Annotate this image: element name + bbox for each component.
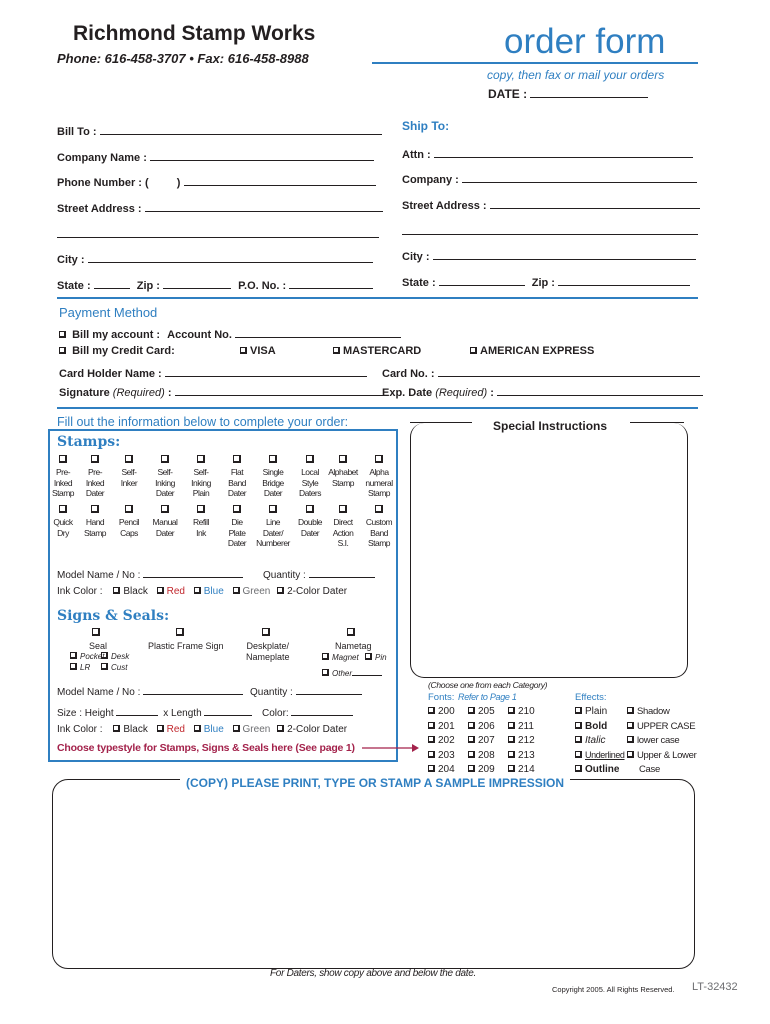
nametag-other-option[interactable] <box>322 667 382 678</box>
font-option-label: 208 <box>478 749 495 761</box>
signs-size-field[interactable] <box>57 704 252 719</box>
card-no-field[interactable] <box>382 365 700 380</box>
stamps-ink-black-label: Black <box>123 586 148 597</box>
signs-ink-label: Ink Color : <box>57 724 103 735</box>
signs-color-field[interactable] <box>262 704 353 719</box>
seal-lr-option[interactable] <box>70 663 90 672</box>
font-option-checkbox[interactable] <box>428 707 435 714</box>
stamp-type-checkbox[interactable] <box>269 455 277 463</box>
font-option[interactable] <box>428 750 455 761</box>
seal-desk-option[interactable] <box>101 652 129 661</box>
stamp-type-checkbox[interactable] <box>375 505 383 513</box>
effects-label: Effects: <box>575 692 607 703</box>
nametag-magnet-option[interactable] <box>322 653 359 662</box>
effect-option-checkbox[interactable] <box>627 722 634 729</box>
stamp-type-checkbox[interactable] <box>161 455 169 463</box>
state-zip-po-field[interactable] <box>57 277 373 292</box>
effect-option[interactable] <box>575 721 607 732</box>
stamp-type-checkbox[interactable] <box>339 505 347 513</box>
font-option-checkbox[interactable] <box>428 751 435 758</box>
effect-option[interactable] <box>627 750 696 761</box>
stamp-type-label: Die Plate Dater <box>227 517 247 548</box>
daters-note: For Daters, show copy above and below the date. <box>270 968 477 979</box>
font-option-label: 205 <box>478 706 495 717</box>
font-option-checkbox[interactable] <box>428 736 435 743</box>
stamps-quantity-label: Quantity : <box>263 570 306 581</box>
stamp-type-label: Single Bridge Dater <box>262 467 284 498</box>
signs-ink-green[interactable] <box>233 724 271 735</box>
ship-state-zip-field[interactable] <box>402 274 690 289</box>
stamp-type-checkbox[interactable] <box>233 455 241 463</box>
exp-date-field[interactable] <box>382 384 703 399</box>
effect-option-checkbox[interactable] <box>575 751 582 758</box>
stamp-type-label: Pre- Inked Stamp <box>51 467 75 498</box>
bill-account-label: Bill my account : <box>72 329 161 341</box>
attn-label: Attn : <box>402 149 431 161</box>
date-field[interactable] <box>488 86 648 101</box>
font-option-label: 203 <box>438 749 455 761</box>
stamp-type-checkbox[interactable] <box>306 455 314 463</box>
font-option[interactable] <box>508 721 534 732</box>
header-rule <box>372 62 698 64</box>
stamp-type-label: Alphabet Stamp <box>328 467 358 488</box>
stamps-ink-color <box>57 586 347 597</box>
effect-option[interactable] <box>627 735 679 746</box>
mastercard-checkbox[interactable] <box>333 347 340 354</box>
font-option[interactable] <box>428 764 455 775</box>
form-subtitle: copy, then fax or mail your orders <box>487 68 665 82</box>
stamps-ink-green-label: Green <box>242 586 271 597</box>
order-instruction: Fill out the information below to complete your order: <box>57 415 349 429</box>
stamps-ink-green[interactable] <box>233 586 271 597</box>
effect-option-label: Italic <box>585 735 606 746</box>
signs-seals-title: Signs & Seals: <box>57 608 170 624</box>
sample-impression-box[interactable] <box>52 779 695 969</box>
font-option[interactable] <box>428 721 455 732</box>
signature-colon: : <box>167 387 172 399</box>
effect-option[interactable] <box>575 750 625 761</box>
effect-option-checkbox[interactable] <box>575 736 582 743</box>
font-option-label: 210 <box>518 706 535 717</box>
nametag-other-label: Other <box>332 669 353 678</box>
stamp-type-checkbox[interactable] <box>161 505 169 513</box>
phone-number-field[interactable] <box>57 174 376 189</box>
card-holder-label: Card Holder Name : <box>59 368 162 380</box>
seal-desk-label: Desk <box>111 652 130 661</box>
card-no-label: Card No. : <box>382 368 435 380</box>
font-option-label: 202 <box>438 735 455 746</box>
font-option[interactable] <box>468 721 495 732</box>
bill-card-option[interactable] <box>59 345 175 357</box>
stamps-ink-two-color-label: 2-Color Dater <box>287 586 348 597</box>
fonts-label: Fonts: <box>428 692 455 703</box>
seal-cust-label: Cust <box>111 663 128 672</box>
signature-label: Signature <box>59 387 110 399</box>
signs-ink-color <box>57 724 347 735</box>
street-address-line-2[interactable] <box>57 237 379 238</box>
font-option-label: 209 <box>478 764 495 775</box>
font-option-label: 201 <box>438 720 455 732</box>
seal-pocket-option[interactable] <box>70 652 104 661</box>
font-option[interactable] <box>428 706 455 717</box>
stamps-ink-label: Ink Color : <box>57 586 103 597</box>
stamp-type-checkbox[interactable] <box>375 455 383 463</box>
signs-ink-black-label: Black <box>123 724 148 735</box>
typestyle-note: Choose typestyle for Stamps, Signs & Seals here (See page 1) <box>57 742 355 754</box>
street-address-label: Street Address : <box>57 203 142 215</box>
effect-option-checkbox[interactable] <box>627 707 634 714</box>
stamp-type-checkbox[interactable] <box>306 505 314 513</box>
font-option-checkbox[interactable] <box>508 736 515 743</box>
font-option[interactable] <box>468 706 495 717</box>
signature-required: (Required) <box>112 387 165 399</box>
font-option-checkbox[interactable] <box>508 722 515 729</box>
font-option-checkbox[interactable] <box>428 722 435 729</box>
stamps-ink-red-label: Red <box>166 586 185 597</box>
font-option-label: 213 <box>518 749 535 761</box>
payment-method-title: Payment Method <box>59 305 158 320</box>
nametag-label: Nametag <box>335 641 372 651</box>
effect-option-label: Underlined <box>585 749 625 760</box>
stamp-type-checkbox[interactable] <box>59 455 67 463</box>
font-option-checkbox[interactable] <box>468 751 475 758</box>
signs-ink-red-label: Red <box>166 724 185 735</box>
amex-label: AMERICAN EXPRESS <box>480 345 595 357</box>
effect-option-label: Shadow <box>637 706 670 717</box>
city-label: City : <box>57 254 85 266</box>
phone-fax: Phone: 616-458-3707 • Fax: 616-458-8988 <box>57 51 309 66</box>
effect-option[interactable] <box>575 764 619 775</box>
bill-account-checkbox[interactable] <box>59 331 66 338</box>
stamp-type-checkbox[interactable] <box>125 455 133 463</box>
ship-city-label: City : <box>402 251 430 263</box>
card-holder-field[interactable] <box>59 365 367 380</box>
amex-option[interactable] <box>470 345 594 357</box>
phone-label: Phone Number : ( <box>57 177 149 189</box>
font-option-label: 207 <box>478 735 495 746</box>
font-option[interactable] <box>508 764 535 775</box>
ship-state-label: State : <box>402 277 436 289</box>
seal-lr-label: LR <box>80 663 91 672</box>
ship-street-line-2[interactable] <box>402 234 698 235</box>
bill-card-checkbox[interactable] <box>59 347 66 354</box>
stamp-type-checkbox[interactable] <box>233 505 241 513</box>
ship-street-field[interactable] <box>402 197 700 212</box>
font-option-label: 212 <box>518 735 535 746</box>
font-option[interactable] <box>508 706 535 717</box>
font-option-checkbox[interactable] <box>468 722 475 729</box>
stamps-ink-red[interactable] <box>157 586 185 597</box>
font-option-checkbox[interactable] <box>508 751 515 758</box>
signs-quantity-label: Quantity : <box>250 687 293 698</box>
seal-label: Seal <box>89 641 108 651</box>
bill-to-field[interactable] <box>57 123 382 138</box>
stamp-type-checkbox[interactable] <box>197 505 205 513</box>
signs-ink-blue[interactable] <box>194 724 224 735</box>
ship-zip-label: Zip : <box>531 277 555 289</box>
attn-field[interactable] <box>402 146 693 161</box>
seal-cust-option[interactable] <box>101 663 127 672</box>
stamp-type-checkbox[interactable] <box>125 505 133 513</box>
stamps-model-label: Model Name / No : <box>57 570 141 581</box>
stamp-type-checkbox[interactable] <box>91 455 99 463</box>
company-name: Richmond Stamp Works <box>73 22 316 45</box>
stamp-type-label: Hand Stamp <box>83 517 107 538</box>
signs-ink-blue-label: Blue <box>203 724 224 735</box>
stamp-type-label: Line Dater/ Numberer <box>256 517 290 548</box>
bill-account-option[interactable] <box>59 326 401 341</box>
signs-model-label: Model Name / No : <box>57 687 141 698</box>
stamp-type-checkbox[interactable] <box>339 455 347 463</box>
po-label: P.O. No. : <box>238 280 287 292</box>
bill-to-label: Bill To : <box>57 126 97 138</box>
signature-field[interactable] <box>59 384 383 399</box>
signs-color-label: Color: <box>262 708 289 719</box>
stamp-type-label: Self- Inking Dater <box>155 467 175 498</box>
ship-company-field[interactable] <box>402 171 697 186</box>
font-option-checkbox[interactable] <box>468 765 475 772</box>
stamps-title: Stamps: <box>57 434 121 450</box>
state-label: State : <box>57 280 91 292</box>
company-name-label: Company Name : <box>57 152 147 164</box>
stamps-ink-two-color[interactable] <box>277 586 347 597</box>
address-section-rule <box>57 297 698 299</box>
deskplate-checkbox[interactable] <box>262 628 270 636</box>
stamp-type-label: Pencil Caps <box>118 517 140 538</box>
phone-paren: ) <box>176 177 181 189</box>
stamp-type-label: Self- Inking Plain <box>191 467 211 498</box>
font-option-checkbox[interactable] <box>468 707 475 714</box>
stamps-ink-black[interactable] <box>113 586 147 597</box>
font-option-label: 211 <box>518 720 534 732</box>
amex-checkbox[interactable] <box>470 347 477 354</box>
stamps-quantity-field[interactable] <box>263 566 375 581</box>
city-field[interactable] <box>57 251 373 266</box>
fonts-choose-note: (Choose one from each Category) <box>428 680 548 690</box>
stamp-type-checkbox[interactable] <box>269 505 277 513</box>
ship-city-field[interactable] <box>402 248 696 263</box>
signs-ink-red[interactable] <box>157 724 185 735</box>
font-option[interactable] <box>468 735 495 746</box>
font-option-checkbox[interactable] <box>508 765 515 772</box>
signs-ink-green-label: Green <box>242 724 271 735</box>
account-no-label: Account No. <box>167 329 232 341</box>
effect-option-label: Upper & Lower <box>637 749 697 761</box>
ship-company-label: Company : <box>402 174 459 186</box>
signs-ink-black[interactable] <box>113 724 147 735</box>
effect-option-checkbox[interactable] <box>575 707 582 714</box>
effect-option-checkbox[interactable] <box>575 722 582 729</box>
effect-option[interactable] <box>575 706 607 717</box>
form-code: LT-32432 <box>692 981 738 993</box>
exp-date-colon: : <box>490 387 494 399</box>
stamp-type-label: Alpha numeral Stamp <box>365 467 393 498</box>
stamp-type-label: Flat Band Dater <box>227 467 247 498</box>
deskplate-label: Deskplate/ Nameplate <box>246 641 290 662</box>
exp-date-required: (Required) <box>435 387 488 399</box>
mastercard-option[interactable] <box>333 345 421 357</box>
nametag-magnet-label: Magnet <box>332 653 359 662</box>
fonts-refer-note: Refer to Page 1 <box>458 692 517 702</box>
stamps-model-field[interactable] <box>57 566 243 581</box>
exp-date-label: Exp. Date <box>382 387 433 399</box>
font-option-label: 204 <box>438 764 455 775</box>
font-option[interactable] <box>508 735 535 746</box>
font-option[interactable] <box>428 735 455 746</box>
stamp-type-label: Double Dater <box>298 517 322 538</box>
effect-option[interactable] <box>575 735 606 746</box>
stamp-type-label: Self- Inker <box>120 467 138 488</box>
stamp-type-label: Direct Action S.I. <box>332 517 354 548</box>
nametag-pin-option[interactable] <box>365 653 387 662</box>
stamp-type-label: Pre- Inked Dater <box>85 467 105 498</box>
stamp-type-checkbox[interactable] <box>91 505 99 513</box>
bill-card-label: Bill my Credit Card: <box>72 345 175 357</box>
effect-option-label: Outline <box>585 764 620 775</box>
form-title: order form <box>504 22 666 61</box>
special-instructions-title: Special Instructions <box>493 419 608 433</box>
signs-model-field[interactable] <box>57 683 243 698</box>
date-label: DATE : <box>488 87 528 101</box>
visa-option[interactable] <box>240 345 276 357</box>
company-name-field[interactable] <box>57 149 374 164</box>
visa-checkbox[interactable] <box>240 347 247 354</box>
effect-option-checkbox[interactable] <box>575 765 582 772</box>
visa-label: VISA <box>250 345 276 357</box>
copyright: Copyright 2005. All Rights Reserved. <box>552 985 675 994</box>
seal-checkbox[interactable] <box>92 628 100 636</box>
payment-rule <box>57 407 698 409</box>
effect-option-checkbox[interactable] <box>627 751 634 758</box>
seal-pocket-label: Pocket <box>80 652 105 661</box>
stamp-type-label: Refill Ink <box>193 517 209 538</box>
font-option-label: 206 <box>478 720 495 732</box>
signs-ink-two-color-label: 2-Color Dater <box>287 724 348 735</box>
effect-option-label: lower case <box>637 735 680 746</box>
street-address-field[interactable] <box>57 200 383 215</box>
special-instructions-box[interactable] <box>410 423 688 678</box>
signs-quantity-field[interactable] <box>250 683 362 698</box>
effect-option-label: Case <box>639 764 660 775</box>
zip-label: Zip : <box>136 280 160 292</box>
stamps-ink-blue-label: Blue <box>203 586 224 597</box>
effect-option-checkbox[interactable] <box>627 736 634 743</box>
font-option[interactable] <box>468 750 495 761</box>
signs-length-label: x Length <box>163 708 202 719</box>
ship-to-label: Ship To: <box>402 119 450 133</box>
effect-option <box>639 764 660 775</box>
effect-option[interactable] <box>627 721 695 732</box>
font-option-label: 200 <box>438 706 455 717</box>
nametag-checkbox[interactable] <box>347 628 355 636</box>
effect-option[interactable] <box>627 706 670 717</box>
stamp-type-label: Manual Dater <box>152 517 178 538</box>
stamp-type-label: Custom Band Stamp <box>365 517 393 548</box>
mastercard-label: MASTERCARD <box>343 345 422 357</box>
font-option-checkbox[interactable] <box>428 765 435 772</box>
nametag-pin-label: Pin <box>375 653 387 662</box>
sample-impression-title: (COPY) PLEASE PRINT, TYPE OR STAMP A SAMPLE IMPRESSION <box>180 776 570 790</box>
plastic-sign-label: Plastic Frame Sign <box>148 641 224 651</box>
font-option-checkbox[interactable] <box>508 707 515 714</box>
font-option[interactable] <box>508 750 535 761</box>
stamp-type-checkbox[interactable] <box>197 455 205 463</box>
effect-option-label: Bold <box>585 720 608 732</box>
font-option-checkbox[interactable] <box>468 736 475 743</box>
typestyle-arrow-icon <box>362 742 420 754</box>
plastic-sign-checkbox[interactable] <box>176 628 184 636</box>
stamp-type-label: Quick Dry <box>53 517 73 538</box>
signs-ink-two-color[interactable] <box>277 724 347 735</box>
font-option[interactable] <box>468 764 495 775</box>
signs-size-label: Size : Height <box>57 708 114 719</box>
ship-street-label: Street Address : <box>402 200 487 212</box>
stamp-type-checkbox[interactable] <box>59 505 67 513</box>
font-option-label: 214 <box>518 764 535 775</box>
stamps-ink-blue[interactable] <box>194 586 224 597</box>
effect-option-label: UPPER CASE <box>637 720 696 732</box>
stamp-type-label: Local Style Daters <box>298 467 322 498</box>
effect-option-label: Plain <box>585 706 608 717</box>
